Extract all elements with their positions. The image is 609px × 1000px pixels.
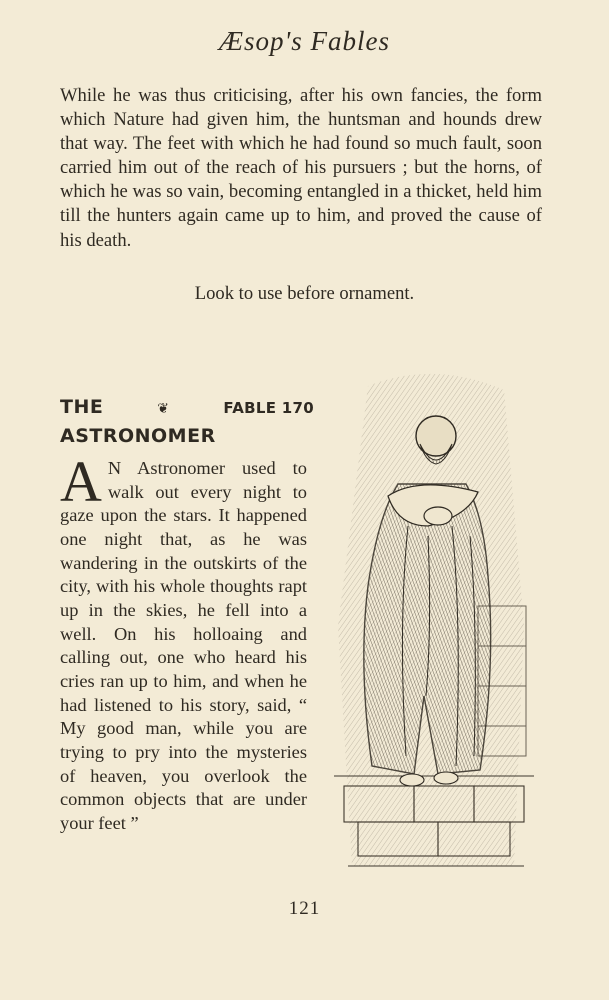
fable-title-line1: THE [60, 396, 104, 418]
fable-text [60, 449, 307, 836]
moral: Look to use before ornament. [194, 283, 415, 304]
fable-title-line2: ASTRONOMER [60, 425, 216, 447]
astronomer-illustration [328, 366, 540, 876]
fable-number: FABLE 170 [223, 399, 314, 417]
fable-heading [60, 394, 314, 450]
running-head: Æsop's Fables [218, 26, 391, 56]
page-number: 121 [288, 898, 321, 919]
drop-cap: A [60, 449, 102, 514]
body-paragraph: While he was thus criticising, after his own fancies, the form which Nature had given him, the huntsman and hounds drew that way. The feet with which he had found so much fault, soon carried him out of the reach of his pursuers ; but the horns, of which he was so vain, becoming entangled in a thicket, held him till the hunters again came up to him, and proved the cause of his death. [60, 85, 542, 251]
fable-heading-row [60, 394, 314, 423]
ornament-icon: ❦ [157, 401, 170, 417]
fable-body: N Astronomer used to walk out every night to gaze upon the stars. It happened one night that, as he was wandering in the outskirts of the city, with his whole thoughts rapt up in the skies, he fell into a well. On his holloaing and calling out, one who heard his cries ran up to him, and when he had listened to his story, said, “ My good man, while you are trying to pry into the mysteries of heaven, you overlook the common objects that are under your feet ” [60, 458, 307, 833]
